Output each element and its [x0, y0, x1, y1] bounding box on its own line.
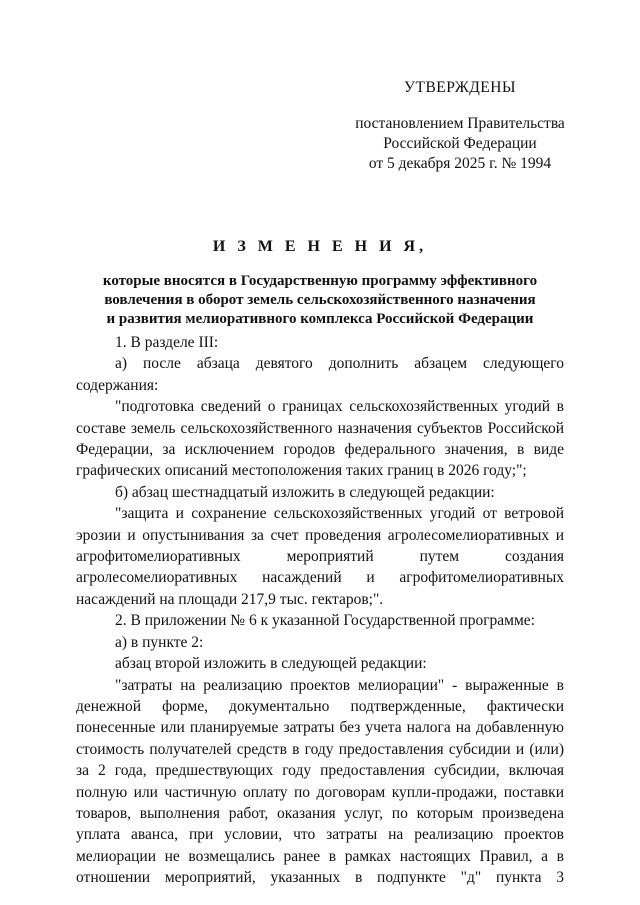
paragraph: "затраты на реализацию проектов мелиорации" - выраженные в денежной форме, документально подтвержденные, фактически понесенные или планируемые затраты без учета налога на добавленную стоимость получателей средств в году предоставления субсидии и (или) за 2 года, предшествующих году предоставления субсидии, включая полную или частичную оплату по договорам купли-продажи, поставки товаров, выполнения работ, оказания услуг, по которым произведена уплата аванса, при условии, что затраты на реализацию проектов мелиорации не возмещались ранее в рамках настоящих Правил, а в отношении мероприятий, указанных в подпункте "д" пункта 3	[76, 676, 564, 887]
document-heading	[60, 238, 580, 329]
paragraph: 1. В разделе III:	[115, 334, 219, 351]
paragraph: абзац второй изложить в следующей редакции:	[115, 655, 427, 673]
paragraph: а) после абзаца девятого дополнить абзацем следующего содержания:	[76, 355, 564, 394]
paragraph: "подготовка сведений о границах сельскохозяйственных угодий в составе земель сельскохозяйственного назначения субъектов Российской Федерации, за исключением городов федерального значения, в виде графических описаний местоположения таких границ в 2026 году;";	[76, 398, 564, 480]
paragraph: а) в пункте 2:	[115, 633, 204, 651]
approval-line: постановлением Правительства	[355, 115, 565, 132]
document-subtitle-line: вовлечения в оборот земель сельскохозяйственного назначения	[104, 292, 536, 308]
document-subtitle-line: и развития мелиоративного комплекса Российской Федерации	[106, 311, 534, 327]
paragraph: б) абзац шестнадцатый изложить в следующей редакции:	[115, 483, 495, 501]
document-subtitle-line: которые вносятся в Государственную программу эффективного	[102, 273, 538, 289]
approval-title: УТВЕРЖДЕНЫ	[404, 79, 516, 96]
document-title: И З М Е Н Е Н И Я,	[212, 238, 428, 255]
document-body	[76, 332, 564, 889]
approval-line: Российской Федерации	[383, 135, 537, 152]
approval-stamp	[340, 78, 580, 174]
paragraph: 2. В приложении № 6 к указанной Государственной программе:	[115, 612, 535, 630]
paragraph: "защита и сохранение сельскохозяйственных угодий от ветровой эрозии и опустынивания за счет проведения агролесомелиоративных и агрофитомелиоративных мероприятий путем создания агролесомелиоративных насаждений и агрофитомелиоративных насаждений на площади 217,9 тыс. гектаров;".	[76, 505, 564, 608]
approval-line: от 5 декабря 2025 г. № 1994	[368, 155, 552, 172]
